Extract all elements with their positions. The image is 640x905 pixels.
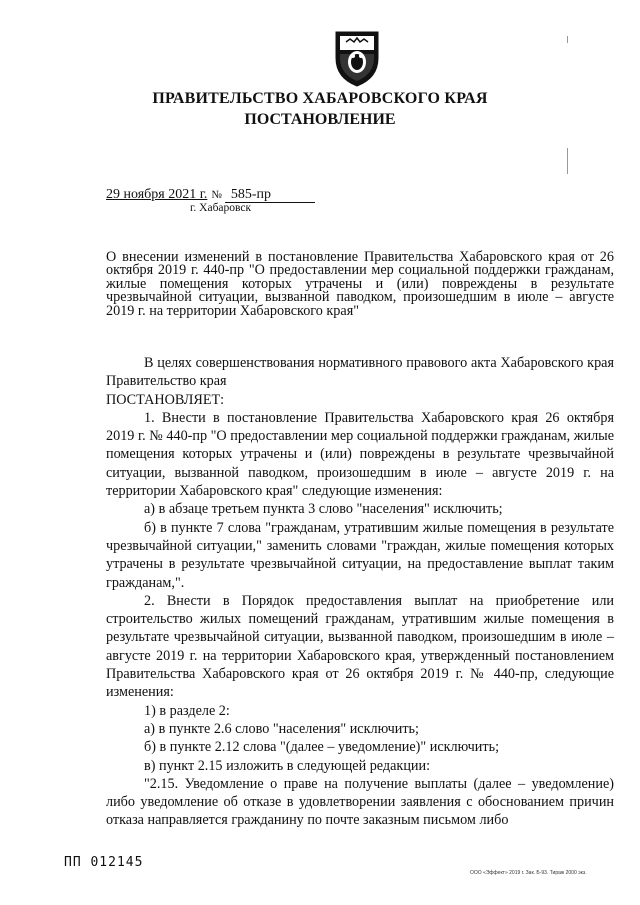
scan-mark xyxy=(567,148,568,174)
paragraph: 2. Внести в Порядок предоставления выплат на приобретение или строительство жилых помещений гражданам, утратившим жилые помещения в результате чрезвычайной ситуации, вызванной паводком, произошедшим в июле – августе 2019 г. на территории Хабаровского края, утвержденный постановлением Правительства Хабаровского края от 26 октября 2019 г. № 440-пр, следующие изменения: xyxy=(106,592,614,701)
paragraph: ПОСТАНОВЛЯЕТ: xyxy=(106,391,225,408)
number-sign: № xyxy=(211,189,222,201)
document-number: 585-пр xyxy=(225,188,315,203)
paragraph: а) в пункте 2.6 слово "населения" исключить; xyxy=(144,720,419,737)
date-number-line xyxy=(106,187,315,203)
document-date: 29 ноября 2021 г. xyxy=(106,187,208,202)
paragraph: "2.15. Уведомление о праве на получение выплаты (далее – уведомление) либо уведомление об отказе в удовлетворении заявления с обоснованием причин отказа направляется гражданину по почте заказным письмом либо xyxy=(106,775,614,829)
paragraph: 1) в разделе 2: xyxy=(144,702,230,719)
city: г. Хабаровск xyxy=(190,202,252,214)
paragraph: в) пункт 2.15 изложить в следующей редакции: xyxy=(144,757,431,774)
paragraph: б) в пункте 2.12 слова "(далее – уведомление)" исключить; xyxy=(144,739,500,756)
printer-note: ООО «Эффект» 2019 г. Зак. Б-93. Тираж 2000 экз. xyxy=(470,870,587,876)
government-title: ПРАВИТЕЛЬСТВО ХАБАРОВСКОГО КРАЯ xyxy=(152,90,488,107)
paragraph: 1. Внести в постановление Правительства Хабаровского края 26 октября 2019 г. № 440-пр "О предоставлении мер социальной поддержки гражданам, жилые помещения которых утрачены и (или) повреждены в результате чрезвычайной ситуации, вызванной паводком, произошедшим в июле – августе 2019 г. на территории Хабаровского края" следующие изменения: xyxy=(106,409,614,500)
paragraph: а) в абзаце третьем пункта 3 слово "населения" исключить; xyxy=(144,501,503,518)
document-type: ПОСТАНОВЛЕНИЕ xyxy=(244,111,396,128)
scan-mark xyxy=(567,36,568,43)
paragraph: В целях совершенствования нормативного правового акта Хабаровского края Правительство края xyxy=(106,355,614,390)
document-subject: О внесении изменений в постановление Правительства Хабаровского края от 26 октября 2019 г. 440-пр "О предоставлении мер социальной поддержки гражданам, жилые помещения которых утрачены и (или) повреждены в результате чрезвычайной ситуации, вызванной паводком, произошедшим в июле – августе 2019 г. на территории Хабаровского края" xyxy=(106,249,614,319)
document-body xyxy=(106,354,614,830)
form-code: ПП 012145 xyxy=(64,855,144,870)
paragraph: б) в пункте 7 слова "гражданам, утратившим жилые помещения в результате чрезвычайной ситуации," заменить словами "граждан, жилые помещения которых утрачены в результате чрезвычайной ситуации, на предоставление выплат таким гражданам,". xyxy=(106,519,614,591)
coat-of-arms-icon xyxy=(332,28,382,88)
